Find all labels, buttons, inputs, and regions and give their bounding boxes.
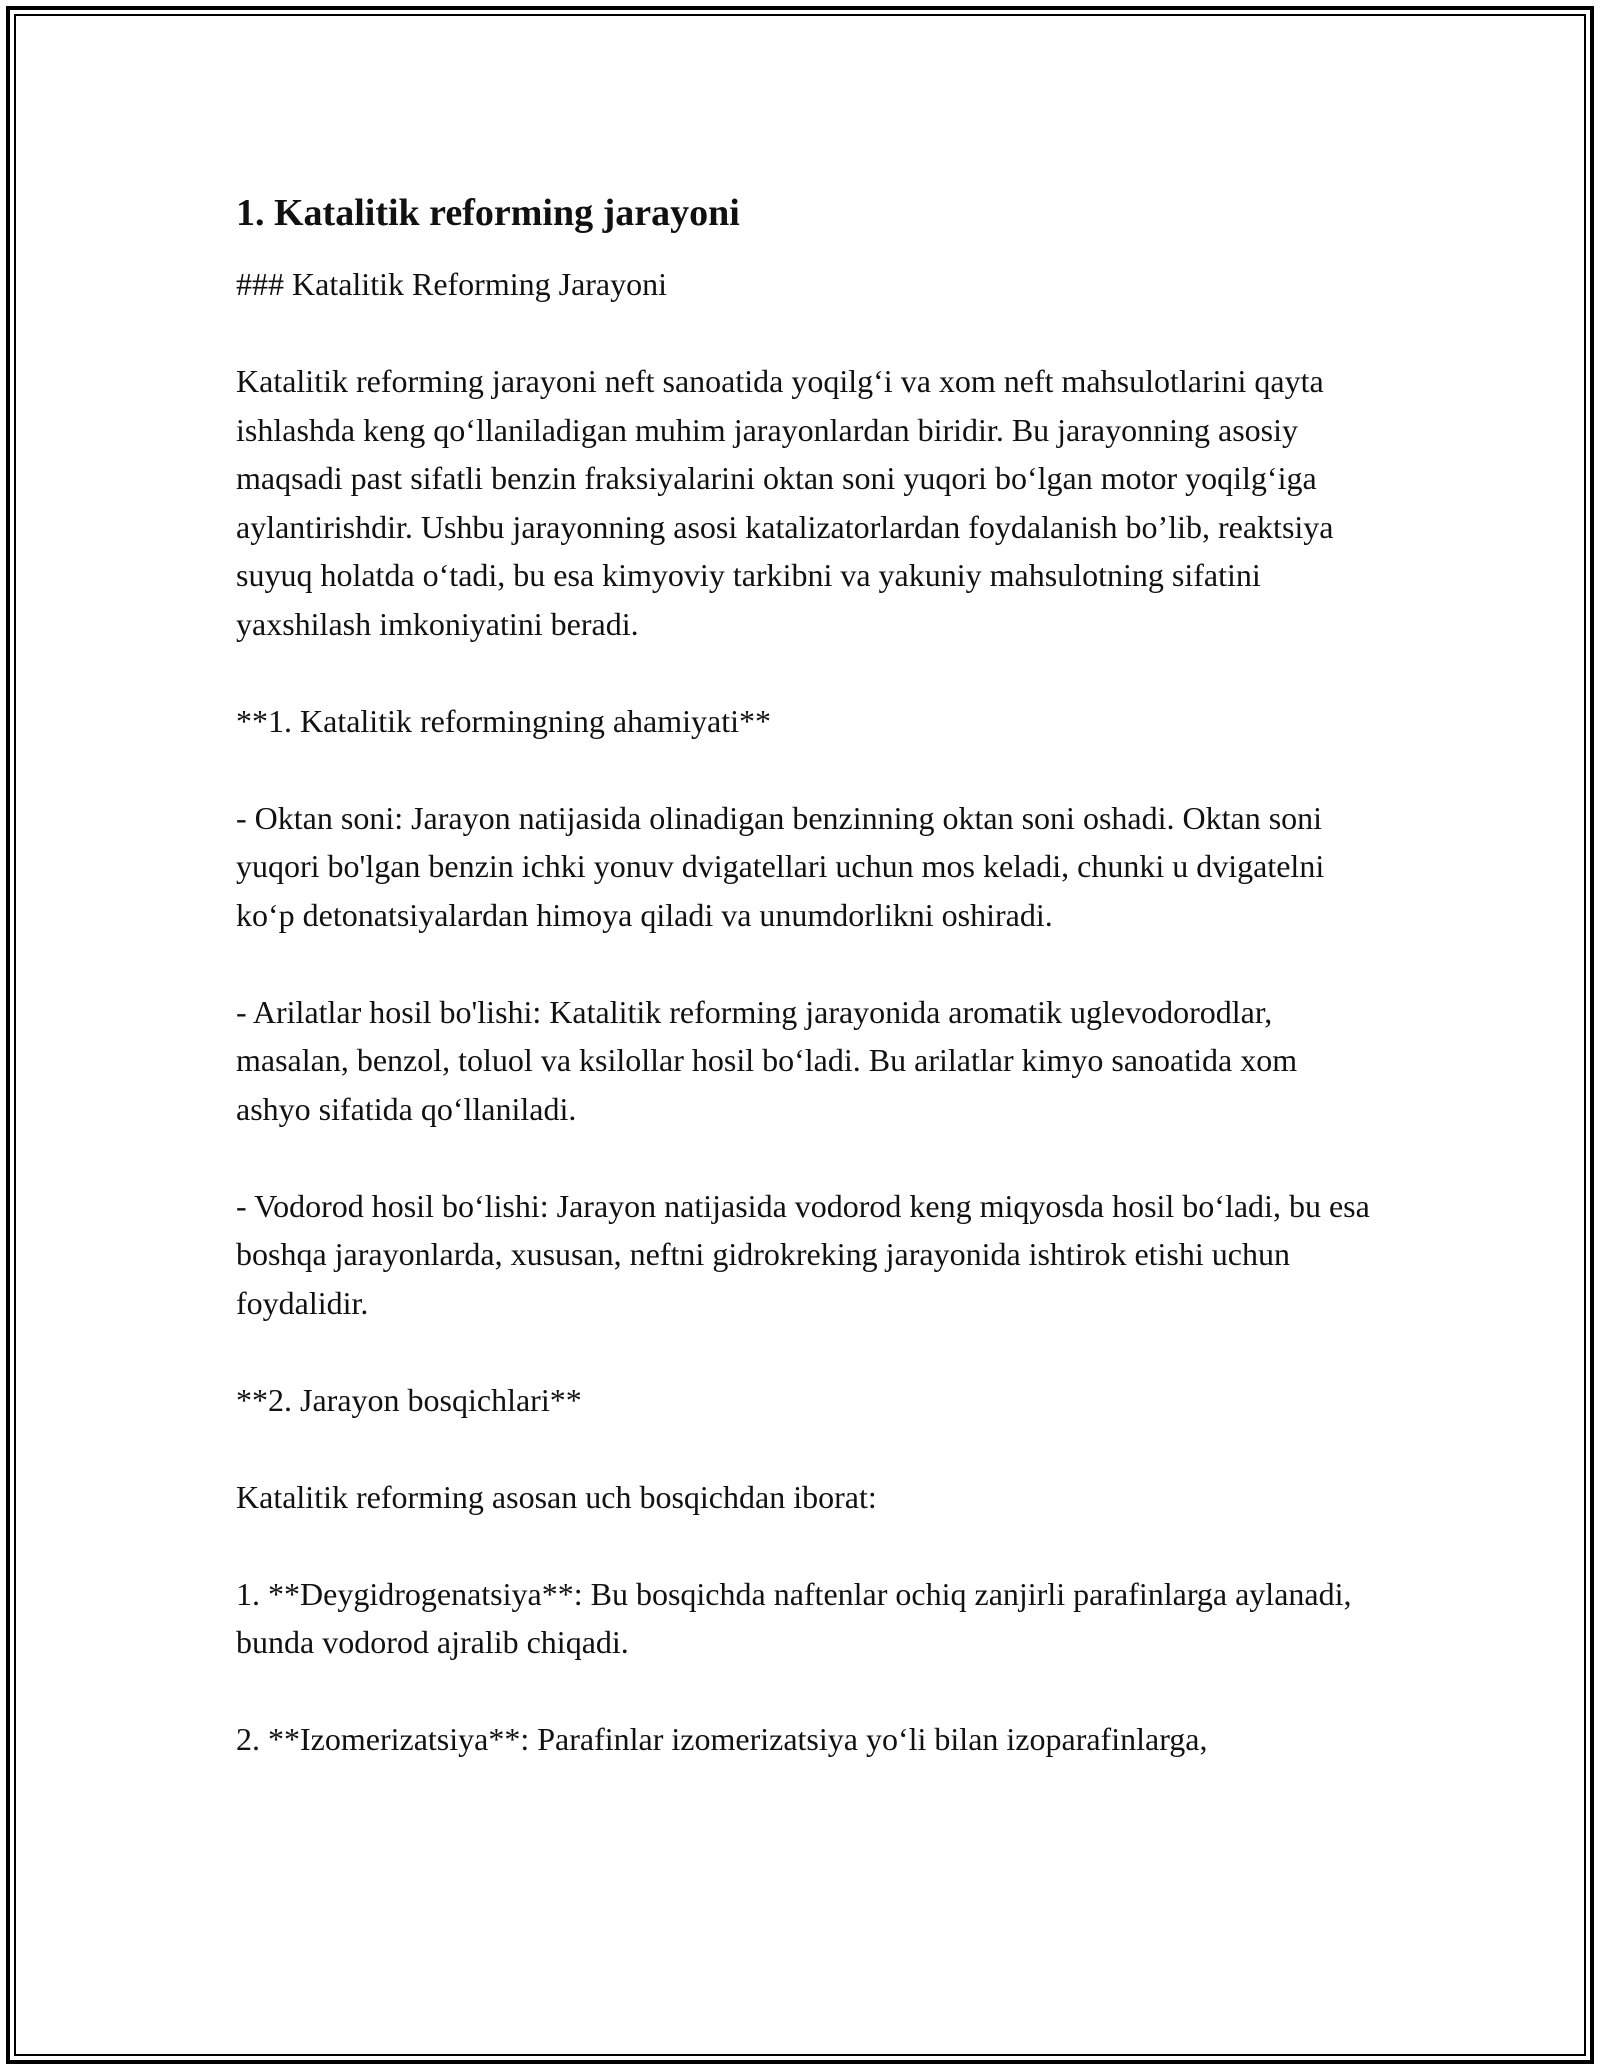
paragraph-stages-intro: Katalitik reforming asosan uch bosqichdan iborat:	[236, 1478, 877, 1515]
paragraph-section-2-heading: **2. Jarayon bosqichlari**	[236, 1381, 582, 1418]
paragraph-stage-2: 2. **Izomerizatsiya**: Parafinlar izomerizatsiya yo‘li bilan izoparafinlarga,	[236, 1721, 1208, 1757]
paragraph-markdown-heading: ### Katalitik Reforming Jarayoni	[236, 266, 668, 302]
document-body	[236, 186, 1376, 1812]
paragraph-section-1-heading: **1. Katalitik reformingning ahamiyati**	[236, 702, 771, 739]
paragraph-octane: - Oktan soni: Jarayon natijasida olinadigan benzinning oktan soni oshadi. Oktan soni yuqori bo'lgan benzin ichki yonuv dvigatellari uchun mos keladi, chunki u dvigatelni ko‘p detonatsiyalardan himoya qiladi va unumdorlikni oshiradi.	[236, 799, 1325, 933]
paragraph-intro: Katalitik reforming jarayoni neft sanoatida yoqilg‘i va xom neft mahsulotlarini qayta ishlashda keng qo‘llaniladigan muhim jarayonlardan biridir. Bu jarayonning asosiy maqsadi past sifatli benzin fraksiyalarini oktan soni yuqori bo‘lgan motor yoqilg‘iga aylantirishdir. Ushbu jarayonning asosi katalizatorlardan foydalanish bo’lib, reaktsiya suyuq holatda o‘tadi, bu esa kimyoviy tarkibni va yakuniy mahsulotning sifatini yaxshilash imkoniyatini beradi.	[236, 363, 1334, 642]
document-title: 1. Katalitik reforming jarayoni	[236, 192, 740, 234]
paragraph-hydrogen: - Vodorod hosil bo‘lishi: Jarayon natijasida vodorod keng miqyosda hosil bo‘ladi, bu esa boshqa jarayonlarda, xususan, neftni gidrokreking jarayonida ishtirok etishi uchun foydalidir.	[236, 1187, 1370, 1321]
paragraph-stage-1: 1. **Deygidrogenatsiya**: Bu bosqichda naftenlar ochiq zanjirli parafinlarga aylanadi, bunda vodorod ajralib chiqadi.	[236, 1575, 1352, 1660]
paragraph-arenes: - Arilatlar hosil bo'lishi: Katalitik reforming jarayonida aromatik uglevodorodlar, masalan, benzol, toluol va ksilollar hosil bo‘ladi. Bu arilatlar kimyo sanoatida xom ashyo sifatida qo‘llaniladi.	[236, 993, 1298, 1127]
